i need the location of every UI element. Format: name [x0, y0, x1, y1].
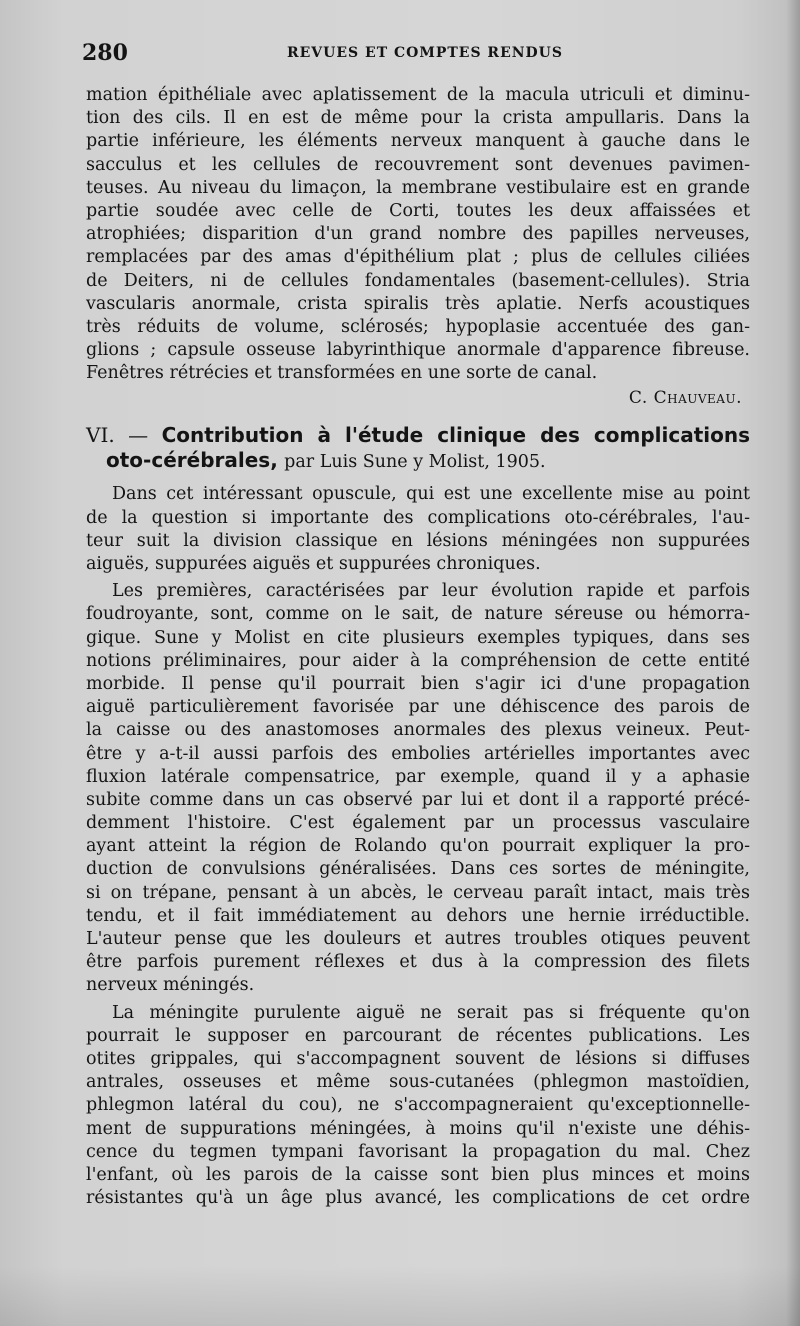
text-line: nerveux méningés.: [86, 975, 255, 996]
section-number: VI. —: [86, 423, 149, 448]
text-line: gique. Sune y Molist en cite plusieurs exemples typiques, dans ses: [86, 627, 750, 648]
text-line: pourrait le supposer en parcourant de récentes publications. Les: [86, 1025, 750, 1046]
text-line: sacculus et les cellules de recouvrement sont devenues pavimen-: [86, 154, 750, 175]
text-line: la caisse ou des anastomoses anormales des plexus veineux. Peut-: [86, 720, 750, 741]
page-number: 280: [82, 40, 128, 66]
section-title-cont: oto-cérébrales,: [106, 448, 278, 473]
text-line: très réduits de volume, sclérosés; hypoplasie accentuée des gan-: [86, 316, 750, 337]
text-line: fluxion latérale compensatrice, par exemple, quand il y a aphasie: [86, 766, 750, 787]
text-line: La méningite purulente aiguë ne serait pas si fréquente qu'on: [112, 1002, 750, 1023]
section-byline: par Luis Sune y Molist, 1905.: [284, 452, 546, 473]
text-line: teur suit la division classique en lésions méningées non suppurées: [86, 530, 750, 551]
text-line: résistantes qu'à un âge plus avancé, les complications de cet ordre: [86, 1188, 750, 1209]
text-line: de la question si importante des complications oto-cérébrales, l'au-: [86, 507, 750, 528]
paragraph-3: [86, 1002, 750, 1211]
text-line: notions préliminaires, pour aider à la compréhension de cette entité: [86, 650, 750, 671]
text-line: antrales, osseuses et même sous-cutanées (phlegmon mastoïdien,: [86, 1072, 750, 1093]
section-title-line-1: [86, 423, 750, 448]
text-line: tendu, et il fait immédiatement au dehors une hernie irréductible.: [86, 905, 750, 926]
text-line: aiguës, suppurées aiguës et suppurées chroniques.: [86, 554, 541, 574]
text-line: de Deiters, ni de cellules fondamentales (basement-cellules). Stria: [86, 270, 750, 291]
paragraph-1: [86, 483, 750, 576]
body-text: [86, 84, 750, 1210]
text-line: être y a-t-il aussi parfois des embolies artérielles importantes avec: [86, 743, 750, 764]
text-line: mation épithéliale avec aplatissement de la macula utriculi et diminu-: [86, 85, 750, 105]
section-heading: [86, 423, 750, 473]
section-title: Contribution à l'étude clinique des complications: [161, 423, 751, 448]
text-line: subite comme dans un cas observé par lui et dont il a rapporté précé-: [86, 789, 750, 810]
text-line: partie inférieure, les éléments nerveux manquent à gauche dans le: [86, 131, 750, 152]
text-line: demment l'histoire. C'est également par un processus vasculaire: [86, 813, 750, 834]
running-head: REVUES ET COMPTES RENDUS: [287, 45, 563, 61]
text-line: foudroyante, sont, comme on le sait, de nature séreuse ou hémorra-: [86, 604, 750, 625]
text-line: Fenêtres rétrécies et transformées en une sorte de canal.: [86, 363, 598, 384]
text-line: Les premières, caractérisées par leur évolution rapide et parfois: [112, 581, 750, 602]
text-line: L'auteur pense que les douleurs et autres troubles otiques peuvent: [86, 929, 750, 949]
text-line: otites grippales, qui s'accompagnent souvent de lésions si diffuses: [86, 1048, 750, 1069]
page-header: [82, 40, 752, 68]
text-line: morbide. Il pense qu'il pourrait bien s'agir ici d'une propagation: [86, 673, 750, 694]
reviewer-signature: C. Chauveau.: [628, 388, 742, 409]
text-line: atrophiées; disparition d'un grand nombre des papilles nerveuses,: [86, 224, 750, 245]
page-edge-shadow: [786, 0, 800, 1326]
text-line: vascularis anormale, crista spiralis très aplatie. Nerfs acoustiques: [86, 293, 750, 314]
text-line: si on trépane, pensant à un abcès, le cerveau paraît intact, mais très: [86, 882, 750, 903]
review-continuation: [86, 84, 750, 411]
text-line: teuses. Au niveau du limaçon, la membrane vestibulaire est en grande: [86, 177, 750, 198]
text-line: l'enfant, où les parois de la caisse sont bien plus minces et moins: [86, 1164, 750, 1185]
text-line: aiguë particulièrement favorisée par une déhiscence des parois de: [86, 697, 750, 718]
text-line: glions ; capsule osseuse labyrinthique anormale d'apparence fibreuse.: [86, 340, 750, 361]
text-line: tion des cils. Il en est de même pour la crista ampullaris. Dans la: [86, 108, 750, 129]
paragraph-2: [86, 580, 750, 997]
page-bottom-shadow: [0, 1266, 800, 1326]
text-line: phlegmon latéral du cou), ne s'accompagneraient qu'exceptionnelle-: [86, 1095, 750, 1116]
text-line: partie soudée avec celle de Corti, toutes les deux affaissées et: [86, 200, 750, 221]
text-line: ayant atteint la région de Rolando qu'on pourrait expliquer la pro-: [86, 836, 750, 857]
text-line: cence du tegmen tympani favorisant la propagation du mal. Chez: [86, 1141, 750, 1162]
section-title-line-2: [86, 448, 750, 473]
text-line: Dans cet intéressant opuscule, qui est une excellente mise au point: [112, 484, 750, 505]
text-line: duction de convulsions généralisées. Dans ces sortes de méningite,: [86, 859, 750, 880]
text-line: remplacées par des amas d'épithélium plat ; plus de cellules ciliées: [86, 247, 750, 268]
text-line: ment de suppurations méningées, à moins qu'il n'existe une déhis-: [86, 1118, 750, 1139]
text-line: être parfois purement réflexes et dus à la compression des filets: [86, 952, 750, 973]
